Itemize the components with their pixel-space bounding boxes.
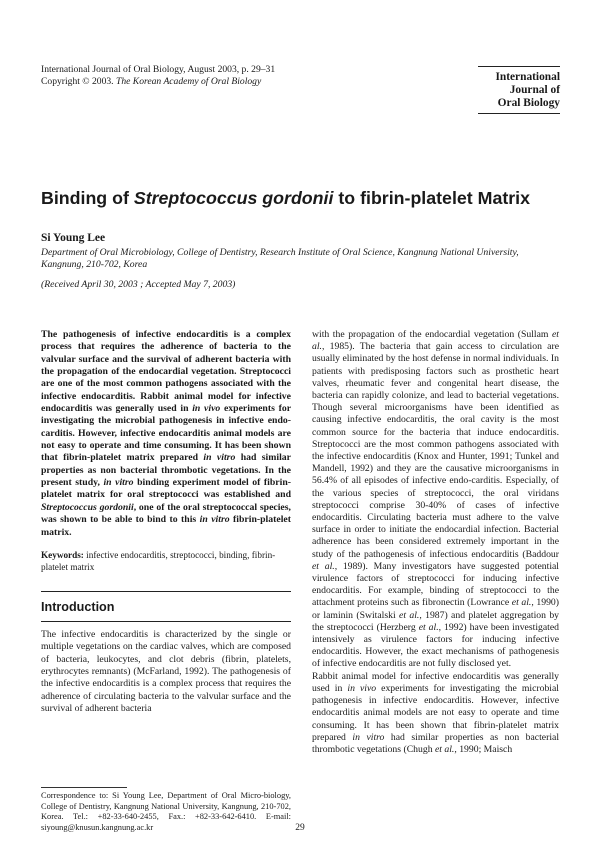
page-number: 29	[295, 823, 305, 833]
journal-citation	[41, 64, 371, 88]
journal-box-line3: Oral Biology	[497, 97, 560, 109]
author-name: Si Young Lee	[41, 232, 106, 244]
copyright-prefix: Copyright © 2003.	[41, 76, 114, 87]
journal-name-box	[478, 66, 560, 114]
abstract: The pathogenesis of infective endocarditis is a complex process that requires the adherence of bacteria to the valvular surface and the survival of adherent bacteria with the propagation of the endocardial vegetation. Streptococci are one of the most common pathogens associated with the infective endocarditis. Rabbit animal model for infective endocarditis was generally used in in vivo experiments for investigating the microbial pathogenesis in infective endo-carditis. However, infective endocarditis animal models are not easy to operate and time consuming. It has been shown that fibrin-platelet matrix prepared in vitro had similar properties as non bacterial thrombotic vegetations. In the present study, in vitro binding experiment model of fibrin-platelet matrix for oral streptococci was established and Streptococcus gordonii, one of the oral streptococcal species, was shown to be able to bind to this in vitro fibrin-platelet matrix.	[41, 329, 292, 538]
keywords-text: infective endocarditis, streptococci, binding, fibrin-platelet matrix	[41, 549, 276, 572]
journal-box-line1: International	[495, 71, 560, 83]
journal-box-line2: Journal of	[509, 84, 560, 96]
received-dates: (Received April 30, 2003 ; Accepted May 7, 2003)	[41, 279, 236, 290]
author-affiliation: Department of Oral Microbiology, College of Dentistry, Research Institute of Oral Science, Kangnung National University, Kangnung, 210-702, Korea	[41, 247, 519, 270]
article-title	[41, 188, 561, 209]
copyright-holder: The Korean Academy of Oral Biology	[116, 76, 262, 87]
introduction-text-left: The infective endocarditis is characterized by the single or multiple vegetations on the cardiac valves, which are composed of bacteria, leukocytes, and clot debris (fibrin, platelets, erythrocytes remnants) (McFarland, 1992). The pathogenesis of the infective endocarditis is a complex process that requires the adherence of circulating bacteria to the valvular surface and the survival of adherent bacteria	[41, 629, 291, 715]
left-column	[41, 329, 291, 573]
keywords-label: Keywords:	[41, 549, 84, 560]
journal-line: International Journal of Oral Biology, August 2003, p. 29–31	[41, 64, 276, 75]
right-column	[312, 329, 559, 756]
title-before: Binding of	[41, 188, 129, 208]
footnote-rule	[41, 787, 127, 788]
copyright-line	[41, 76, 371, 88]
section-rule-top	[41, 591, 291, 592]
introduction-heading: Introduction	[41, 600, 115, 614]
section-rule-bottom	[41, 621, 291, 622]
introduction-paragraph-2: Rabbit animal model for infective endocarditis was generally used in in vivo experiments for investigating the microbial pathogenesis in infective endocarditis. However, infective endocarditis animal models are not easy to operate and time consuming. It has been shown that fibrin-platelet matrix prepared in vitro had similar properties as non bacterial thrombotic vegetations (Chugh et al., 1990; Maisch	[312, 670, 560, 755]
keywords	[41, 549, 291, 573]
title-species: Streptococcus gordonii	[133, 188, 334, 208]
title-after: to fibrin-platelet Matrix	[338, 188, 531, 208]
correspondence-footnote: Correspondence to: Si Young Lee, Department of Oral Micro-biology, College of Dentistry, Kangnung National University, Kangnung, 210-702, Korea. Tel.: +82-33-640-2455, Fax.: +82-33-642-6410. E-mail: siyoung@knusun.kangnung.ac.kr	[41, 791, 291, 832]
introduction-paragraph-1: with the propagation of the endocardial vegetation (Sullam et al., 1985). The bacteria that gain access to circulation are usually eliminated by the host defense in normal individuals. In patients with predisposing factors such as prosthetic heart valves, rheumatic fever and congenital heart disease, the bacteria can rapidly colonize, and lead to bacterial vegetations. Though several microorganisms have been identified as causing infective endocarditis, the oral cavity is the most common source for the bacteria that induce endocarditis. Streptococci are the most common pathogens associated with the infective endocarditis (Knox and Hunter, 1991; Tunkel and Mandell, 1992) and they are the causative microorganisms in 56.4% of all episodes of infective endo-carditis. Especially, of the various species of streptococci, the oral viridans streptococci comprise 30-40% of cases of infective endocarditis. Circulating bacteria must adhere to the valve surface in order to initiate the endocardial infection. Bacterial adherence has been considered extremely important in the study of the pathogenesis of infectious endocarditis (Baddour et al., 1989). Many investigators have suggested potential virulence factors of streptococci for inducing infective endocarditis. For example, binding of streptococci to the attachment proteins such as fibronectin (Lowrance et al., 1990) or laminin (Switalski et al., 1987) and platelet aggregation by the streptococci (Herzberg et al., 1992) have been investigated intensively as virulence factors for inducing infective endocarditis. However, the exact mechanisms of pathogenesis of infective endocarditis are not fully disclosed yet.	[312, 329, 560, 670]
